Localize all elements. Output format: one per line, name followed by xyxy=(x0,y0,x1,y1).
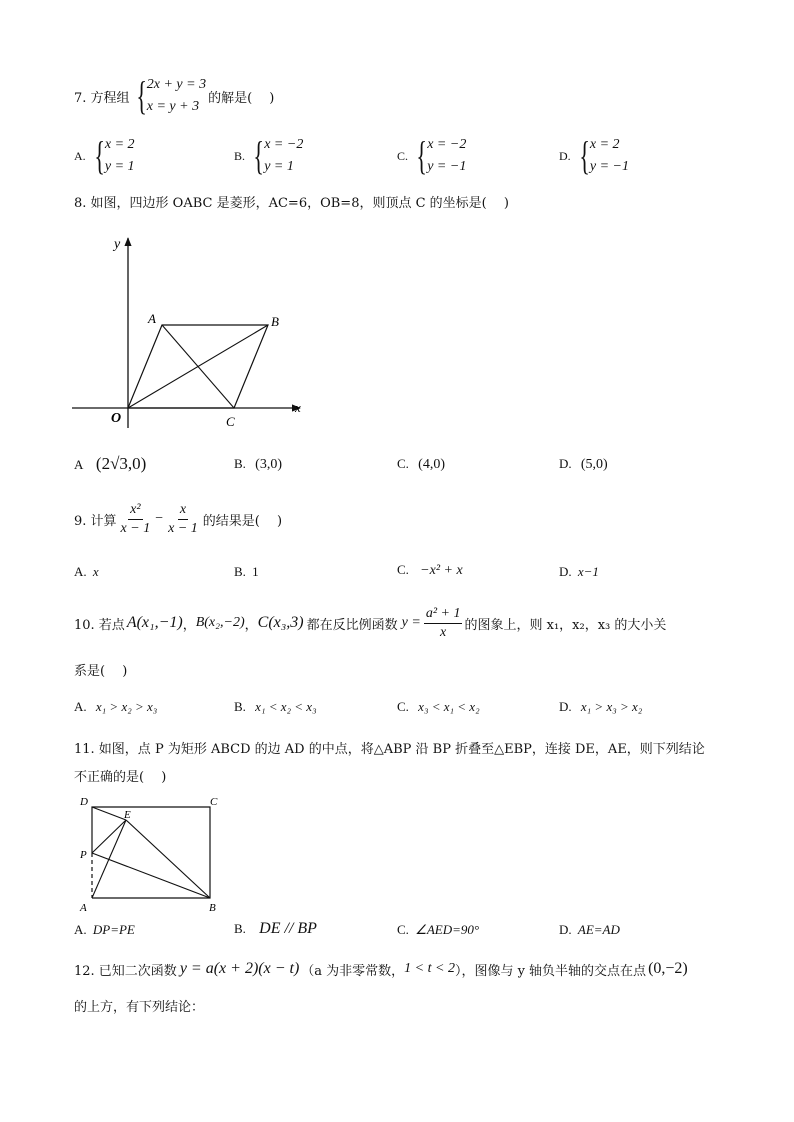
q12-line1-b: （a 为非零常数， xyxy=(301,963,405,979)
q10-func-lhs: y = xyxy=(401,615,421,630)
q9-tail: 的结果是( ) xyxy=(202,513,283,529)
q9-fraction-1-num: x² xyxy=(128,501,142,520)
q8-option-d xyxy=(559,456,608,473)
q8-label-y: y xyxy=(114,237,121,252)
q9-fraction-1 xyxy=(119,501,153,538)
q11-option-a-value: DP=PE xyxy=(92,922,135,937)
q9-stem xyxy=(74,498,282,540)
q11-option-d-label: D. xyxy=(559,922,572,937)
q9-option-d-label: D. xyxy=(559,564,572,579)
q9-option-d-value: x−1 xyxy=(577,564,599,579)
q10-mid: 都在反比例函数 xyxy=(306,617,398,633)
q7-option-d xyxy=(559,132,629,180)
q8-label-c: C xyxy=(226,414,235,429)
q7-option-b-line2: y = 1 xyxy=(264,159,294,174)
q11-option-c-label: C. xyxy=(397,922,409,937)
q10-line2: 系是( ) xyxy=(74,664,128,679)
q12-function: y = a(x + 2)(x − t) xyxy=(179,960,300,977)
q10-point-c: C(x₃,3) xyxy=(257,614,304,631)
q10-option-a-label: A. xyxy=(74,699,87,714)
q9-option-c xyxy=(397,562,463,579)
q7-option-a-system xyxy=(105,134,135,178)
q11-option-c-value: ∠AED=90° xyxy=(415,922,480,937)
q7-option-a-line1: x = 2 xyxy=(104,137,135,152)
q7-number: 7. 方程组 xyxy=(74,90,130,106)
q7-stem xyxy=(74,72,274,120)
q10-option-d-value: x₁ > x₃ > x₂ xyxy=(580,699,643,714)
q11-label-a: A xyxy=(80,902,87,914)
q10-comma-1: ， xyxy=(182,617,196,633)
q10-option-c xyxy=(397,699,480,715)
q7-system xyxy=(147,74,206,118)
q9-fraction-1-den: x − 1 xyxy=(120,520,151,536)
q7-eq1: 2x + y = 3 xyxy=(146,77,207,92)
q8-label-o: O xyxy=(111,411,122,426)
q9-option-b-value: 1 xyxy=(252,564,259,579)
q12-line1-a: 12. 已知二次函数 xyxy=(74,963,177,979)
q10-option-c-label: C. xyxy=(397,699,409,714)
q9-option-b xyxy=(234,564,259,580)
q11-line-pb xyxy=(92,853,210,898)
q7-option-d-line2: y = −1 xyxy=(589,159,629,174)
q10-option-b-value: x₁ < x₂ < x₃ xyxy=(255,699,317,714)
q7-eq2: x = y + 3 xyxy=(146,99,200,114)
q10-func-num: a² + 1 xyxy=(424,605,463,624)
q7-option-b-brace: { xyxy=(253,133,264,178)
q12-condition: 1 < t < 2 xyxy=(404,961,455,976)
q7-tail: 的解是( ) xyxy=(208,90,275,106)
q7-option-c-line2: y = −1 xyxy=(427,159,467,174)
q9-option-d xyxy=(559,564,599,580)
q11-label-p: P xyxy=(80,849,87,861)
q8-label-b: B xyxy=(271,314,279,329)
q9-option-a xyxy=(74,564,99,580)
q12-line1-c: ），图像与 y 轴负半轴的交点在点 xyxy=(454,963,647,979)
q9-minus: − xyxy=(155,511,164,526)
q11-option-d xyxy=(559,922,620,938)
q11-rect-sides xyxy=(92,807,210,898)
q8-option-b-label: B. xyxy=(234,456,246,471)
q11-line-de xyxy=(92,807,126,820)
q12-line1 xyxy=(74,954,688,984)
q10-prefix: 10. 若点 xyxy=(74,617,125,633)
q8-label-x: x xyxy=(295,400,301,415)
q8-option-b xyxy=(234,456,282,473)
q11-label-d: D xyxy=(80,796,88,808)
q9-prefix: 9. 计算 xyxy=(74,513,117,529)
q11-line2: 不正确的是( ) xyxy=(74,770,167,785)
q10-option-b xyxy=(234,699,317,715)
q8-option-c-value: (4,0) xyxy=(418,457,445,472)
q11-option-a xyxy=(74,922,135,938)
q7-option-d-system xyxy=(590,134,629,178)
q11-option-d-value: AE=AD xyxy=(577,922,620,937)
q10-tail: 的图象上，则 x₁，x₂，x₃ 的大小关 xyxy=(464,617,667,633)
q12-line2: 的上方，有下列结论： xyxy=(74,1000,205,1015)
q9-option-c-label: C. xyxy=(397,562,409,577)
q10-point-b: B(x₂,−2) xyxy=(195,615,245,630)
q10-option-a xyxy=(74,699,157,715)
q7-option-b xyxy=(234,132,303,180)
q8-option-d-label: D. xyxy=(559,456,572,471)
q7-option-d-line1: x = 2 xyxy=(589,137,620,152)
q7-option-a-line2: y = 1 xyxy=(104,159,135,174)
q10-option-b-label: B. xyxy=(234,699,246,714)
q7-option-d-label: D. xyxy=(559,148,571,163)
q9-fraction-2-num: x xyxy=(178,501,188,520)
q10-func-den: x xyxy=(440,624,447,640)
q8-option-a-value: (2√3,0) xyxy=(95,454,147,473)
q10-option-d-label: D. xyxy=(559,699,572,714)
q11-label-e: E xyxy=(124,809,131,821)
q7-option-b-line1: x = −2 xyxy=(264,137,304,152)
q11-line1: 11. 如图，点 P 为矩形 ABCD 的边 AD 的中点，将△ABP 沿 BP 折叠至△EBP，连接 DE，AE，则下列结论 xyxy=(74,742,705,757)
q8-option-a xyxy=(74,454,146,474)
q11-option-a-label: A. xyxy=(74,922,87,937)
q9-option-a-value: x xyxy=(92,564,99,579)
q7-option-c-brace: { xyxy=(416,133,427,178)
q10-func-fraction xyxy=(424,605,463,642)
q9-fraction-2-den: x − 1 xyxy=(168,520,198,536)
q11-label-c: C xyxy=(210,796,218,808)
q8-option-a-label: A xyxy=(74,457,83,472)
q7-option-a-brace: { xyxy=(93,133,105,178)
q7-option-c-line1: x = −2 xyxy=(427,137,467,152)
q8-figure xyxy=(70,230,310,435)
q10-point-a: A(x₁,−1) xyxy=(126,614,183,631)
q11-option-b-label: B. xyxy=(234,921,246,936)
q10-option-d xyxy=(559,699,642,715)
q11-line-ae xyxy=(92,820,126,898)
q7-option-c-system xyxy=(427,134,466,178)
q7-option-c-label: C. xyxy=(397,148,409,163)
q8-option-c xyxy=(397,456,445,473)
q9-option-a-label: A. xyxy=(74,564,87,579)
q8-label-a: A xyxy=(148,311,156,326)
q7-option-c xyxy=(397,132,466,180)
q11-line-pe xyxy=(92,820,126,853)
q10-option-c-value: x₃ < x₁ < x₂ xyxy=(418,699,480,714)
q8-option-b-value: (3,0) xyxy=(255,457,282,472)
q7-option-a-label: A. xyxy=(74,148,86,163)
q8-stem: 8. 如图，四边形 OABC 是菱形，AC=6，OB=8，则顶点 C 的坐标是( ) xyxy=(74,196,509,211)
q7-option-b-label: B. xyxy=(234,148,246,163)
q9-fraction-2 xyxy=(166,501,200,538)
q11-option-b xyxy=(234,920,317,938)
q10-option-a-value: x₁ > x₂ > x₃ xyxy=(95,699,158,714)
q9-option-b-label: B. xyxy=(234,564,246,579)
q8-diagonal-ac xyxy=(162,325,234,408)
q11-line-eb xyxy=(126,820,210,898)
q7-option-b-system xyxy=(264,134,303,178)
q11-label-b: B xyxy=(209,902,216,914)
q12-point: (0,−2) xyxy=(648,960,688,977)
q7-option-a xyxy=(74,132,135,180)
q7-option-d-brace: { xyxy=(578,133,590,178)
q9-option-c-value: −x² + x xyxy=(420,563,463,578)
q8-option-c-label: C. xyxy=(397,456,409,471)
q11-option-b-value: DE // BP xyxy=(259,920,317,937)
q7-brace: { xyxy=(135,73,147,118)
q10-comma-2: ， xyxy=(244,617,258,633)
q11-figure xyxy=(72,792,232,917)
q11-option-c xyxy=(397,922,479,938)
q10-stem xyxy=(74,602,666,644)
q8-option-d-value: (5,0) xyxy=(580,457,608,472)
